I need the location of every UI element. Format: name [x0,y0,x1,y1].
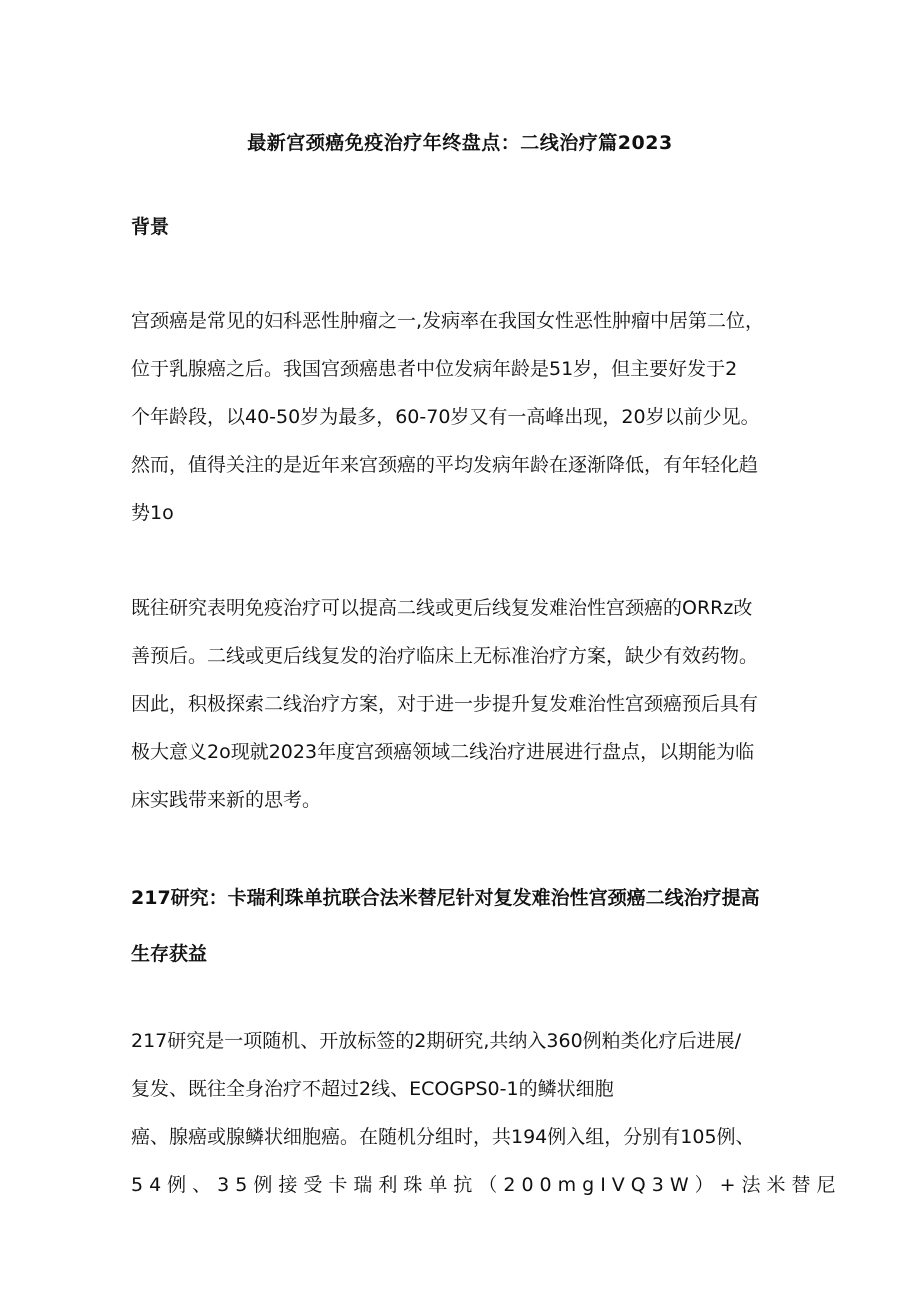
paragraph-line: 位于乳腺癌之后。我国宫颈癌患者中位发病年龄是51岁，但主要好发于2 [131,358,738,380]
paragraph-line: 个年龄段，以40-50岁为最多，60-70岁又有一高峰出现，20岁以前少见。 [131,406,760,428]
paragraph-line: 因此，积极探索二线治疗方案，对于进一步提升复发难治性宫颈癌预后具有 [131,693,759,715]
section-217-heading [131,870,811,982]
paragraph-line: 癌、腺癌或腺鳞状细胞癌。在随机分组时，共194例入组，分别有105例、 [131,1126,755,1148]
paragraph-line: 势1o [131,502,174,524]
section-heading-line: 生存获益 [131,943,208,965]
paragraph-research [131,584,811,824]
paragraph-line: 217研究是一项随机、开放标签的2期研究,共纳入360例粕类化疗后进展/ [131,1030,742,1052]
paragraph-line: 然而，值得关注的是近年来宫颈癌的平均发病年龄在逐渐降低，有年轻化趋 [131,454,759,476]
paragraph-line: 复发、既往全身治疗不超过2线、ECOGPS0-1的鳞状细胞 [131,1078,614,1100]
paragraph-line: 善预后。二线或更后线复发的治疗临床上无标准治疗方案，缺少有效药物。 [131,645,759,667]
paragraph-217-study [131,1017,842,1209]
paragraph-line: 既往研究表明免疫治疗可以提高二线或更后线复发难治性宫颈癌的ORRz改 [131,597,753,619]
background-heading: 背景 [131,216,170,238]
paragraph-line: 床实践带来新的思考。 [131,789,322,811]
paragraph-line: 极大意义2o现就2023年度宫颈癌领域二线治疗进展进行盘点，以期能为临 [131,741,755,763]
paragraph-intro [131,297,811,537]
document-title: 最新宫颈癌免疫治疗年终盘点：二线治疗篇2023 [247,132,673,154]
section-heading-line: 217研究：卡瑞利珠单抗联合法米替尼针对复发难治性宫颈癌二线治疗提高 [131,887,760,909]
paragraph-line: 54例、35例接受卡瑞利珠单抗（200mgIVQ3W）+法米替尼 [131,1174,842,1196]
paragraph-line: 宫颈癌是常见的妇科恶性肿瘤之一,发病率在我国女性恶性肿瘤中居第二位， [131,310,765,332]
